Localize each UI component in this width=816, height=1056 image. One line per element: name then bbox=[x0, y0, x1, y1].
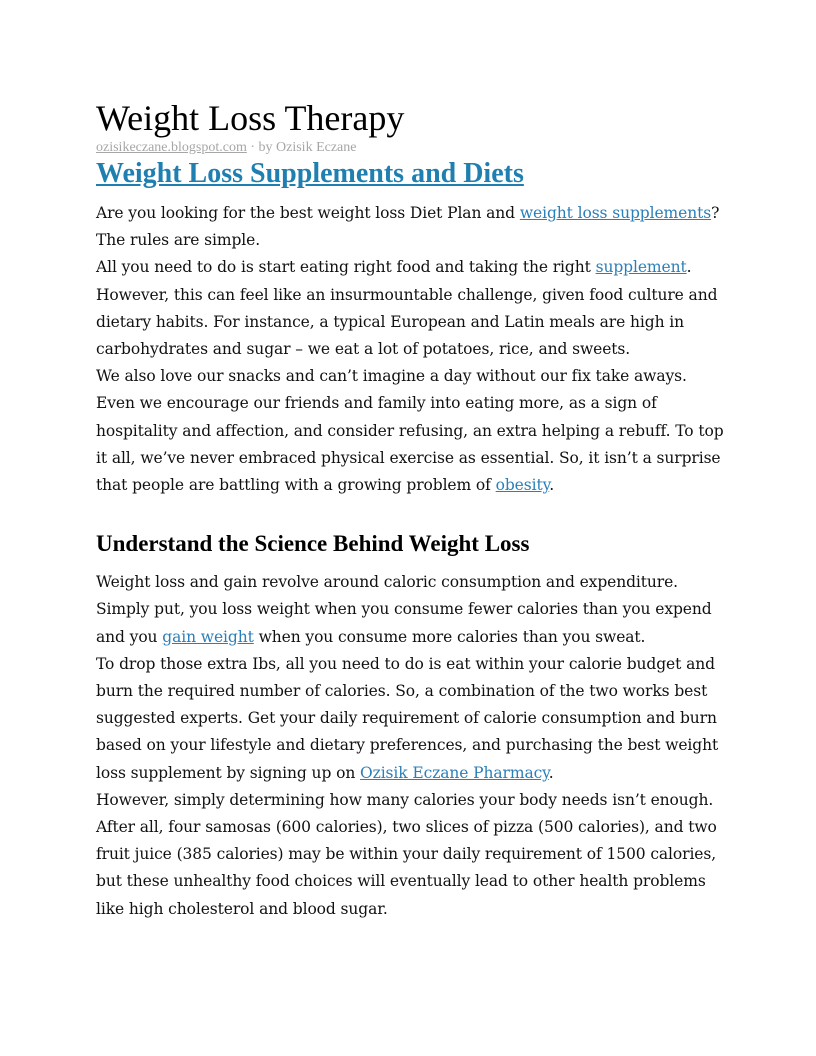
document-title: Weight Loss Therapy bbox=[96, 98, 405, 138]
section-heading-science: Understand the Science Behind Weight Loss bbox=[96, 531, 530, 557]
post-paragraph-2 bbox=[96, 254, 726, 363]
paragraph-text: We also love our snacks and can’t imagine a day without our fix take aways. Even we encourage our friends and family into eating more, as a sign of hospitality and affection, and consider refusing, an extra helping a rebuff. To top it all, we’ve never embraced physical exercise as essential. So, it isn’t a surprise that people are battling with a growing problem of bbox=[96, 367, 724, 495]
post-title bbox=[96, 156, 726, 192]
post-paragraph-3 bbox=[96, 363, 726, 499]
post-paragraph-1 bbox=[96, 200, 726, 254]
section-paragraph-1 bbox=[96, 569, 726, 651]
supplement-link[interactable]: supplement bbox=[595, 258, 687, 277]
paragraph-text: . However, this can feel like an insurmountable challenge, given food culture and dietary habits. For instance, a typical European and Latin meals are high in carbohydrates and sugar – we eat a lot of potatoes, rice, and sweets. bbox=[96, 258, 718, 359]
paragraph-text: Are you looking for the best weight loss Diet Plan and bbox=[96, 204, 520, 222]
paragraph-text: . bbox=[548, 763, 554, 782]
paragraph-text: Weight loss and gain revolve around caloric consumption and expenditure. Simply put, you loss weight when you consume fewer calories than you expend and you bbox=[96, 573, 712, 646]
post-title-link[interactable]: Weight Loss Supplements and Diets bbox=[96, 158, 524, 189]
section-paragraph-3: However, simply determining how many calories your body needs isn’t enough. After all, four samosas (600 calories), two slices of pizza (500 calories), and two fruit juice (385 calories) may be within your daily requirement of 1500 calories, but these unhealthy food choices will eventually lead to other health problems like high cholesterol and blood sugar. bbox=[96, 790, 717, 918]
paragraph-text: when you consume more calories than you sweat. bbox=[253, 627, 646, 646]
paragraph-text: All you need to do is start eating right food and taking the right bbox=[96, 258, 596, 277]
section-paragraph-2 bbox=[96, 651, 726, 787]
paragraph-text: ? The rules are simple. bbox=[96, 204, 720, 250]
gain-weight-link[interactable]: gain weight bbox=[162, 627, 254, 646]
paragraph-text: To drop those extra Ibs, all you need to do is eat within your calorie budget and burn the required number of calories. So, a combination of the two works best suggested experts. Get your daily requirement of calorie consumption and burn based on your lifestyle and dietary preferences, and purchasing the best weight loss supplement by signing up on bbox=[96, 654, 719, 782]
byline-separator: · by bbox=[246, 140, 277, 155]
obesity-link[interactable]: obesity bbox=[495, 476, 550, 495]
source-link[interactable]: ozisikeczane.blogspot.com bbox=[96, 140, 247, 155]
weight-loss-supplements-link[interactable]: weight loss supplements bbox=[519, 204, 712, 222]
paragraph-text: . bbox=[549, 476, 555, 495]
pharmacy-link[interactable]: Ozisik Eczane Pharmacy bbox=[360, 763, 549, 782]
document-page bbox=[96, 96, 726, 923]
byline bbox=[96, 140, 726, 156]
byline-author: Ozisik Eczane bbox=[276, 140, 357, 155]
